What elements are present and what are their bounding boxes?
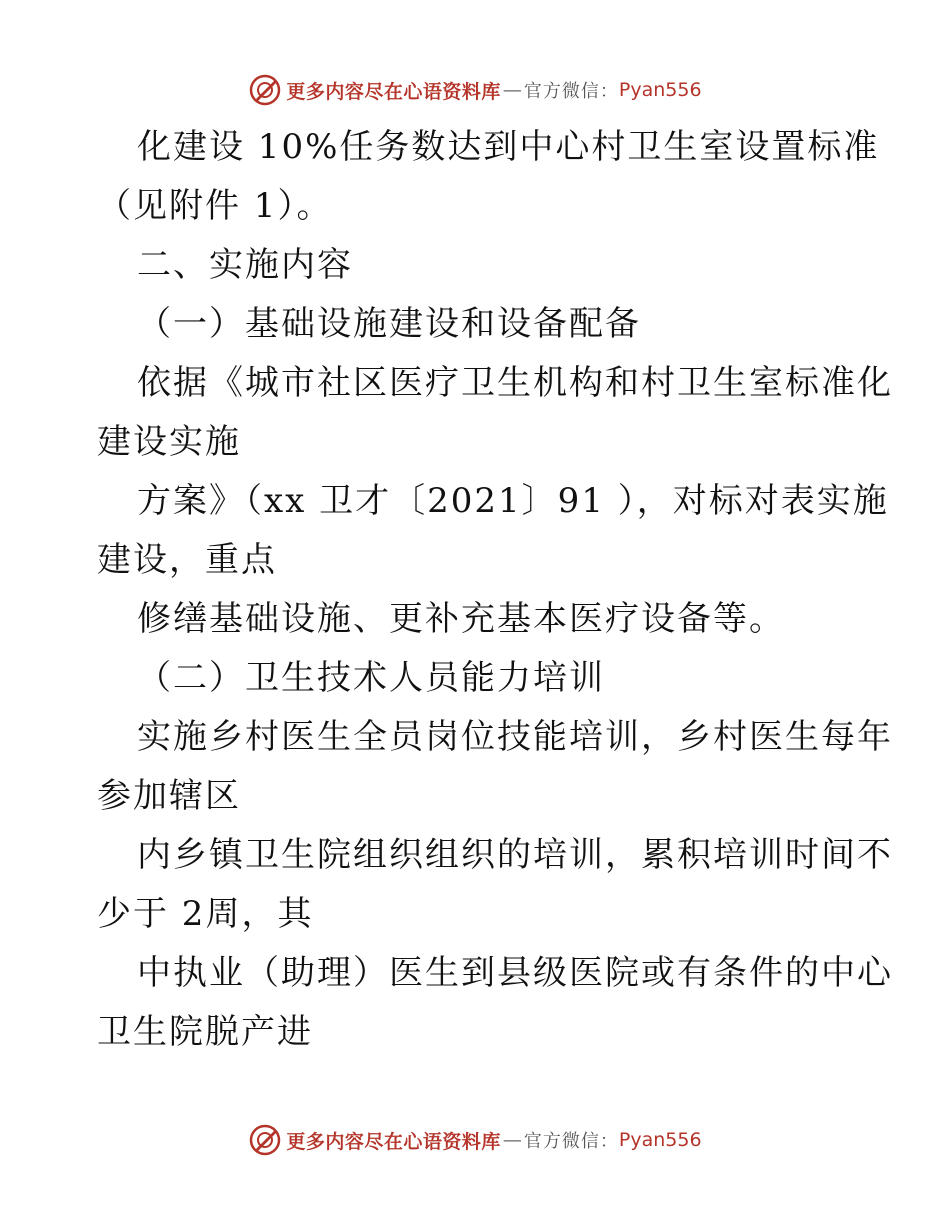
text-line: 参加辖区 (97, 776, 241, 816)
banner-separator: — (502, 1129, 522, 1151)
banner-separator: — (502, 79, 522, 101)
pen-logo-icon (248, 1123, 282, 1157)
pen-logo-icon (248, 73, 282, 107)
text-line: 卫生院脱产进 (97, 1012, 313, 1052)
banner-wechat-id: Pyan556 (618, 79, 702, 101)
text-line: 依据《城市社区医疗卫生机构和村卫生室标准化 (137, 363, 893, 403)
subsection-heading: （一）基础设施建设和设备配备 (137, 304, 641, 344)
subsection-heading: （二）卫生技术人员能力培训 (137, 658, 605, 698)
header-watermark-banner (0, 70, 950, 110)
text-line: 中执业（助理）医生到县级医院或有条件的中心 (137, 953, 893, 993)
text-line: 化建设 10%任务数达到中心村卫生室设置标准 (137, 127, 880, 167)
text-line: 少于 2周，其 (97, 894, 314, 934)
text-line: 实施乡村医生全员岗位技能培训，乡村医生每年 (137, 717, 893, 757)
footer-watermark-banner (0, 1120, 950, 1160)
text-line: 内乡镇卫生院组织组织的培训，累积培训时间不 (137, 835, 893, 875)
banner-sub-text: 官方微信： (523, 81, 619, 102)
banner-main-text: 更多内容尽在心语资料库 (286, 80, 501, 103)
text-line: 方案》（xx 卫才〔2021〕91 ），对标对表实施 (137, 481, 889, 521)
section-heading: 二、实施内容 (137, 245, 353, 285)
banner-main-text: 更多内容尽在心语资料库 (286, 1130, 501, 1153)
text-line: 建设，重点 (97, 540, 277, 580)
text-line: （见附件 1）。 (97, 186, 333, 226)
text-line: 修缮基础设施、更补充基本医疗设备等。 (137, 599, 785, 639)
banner-wechat-id: Pyan556 (618, 1129, 702, 1151)
document-body (97, 118, 893, 1062)
banner-sub-text: 官方微信： (523, 1131, 619, 1152)
text-line: 建设实施 (97, 422, 241, 462)
